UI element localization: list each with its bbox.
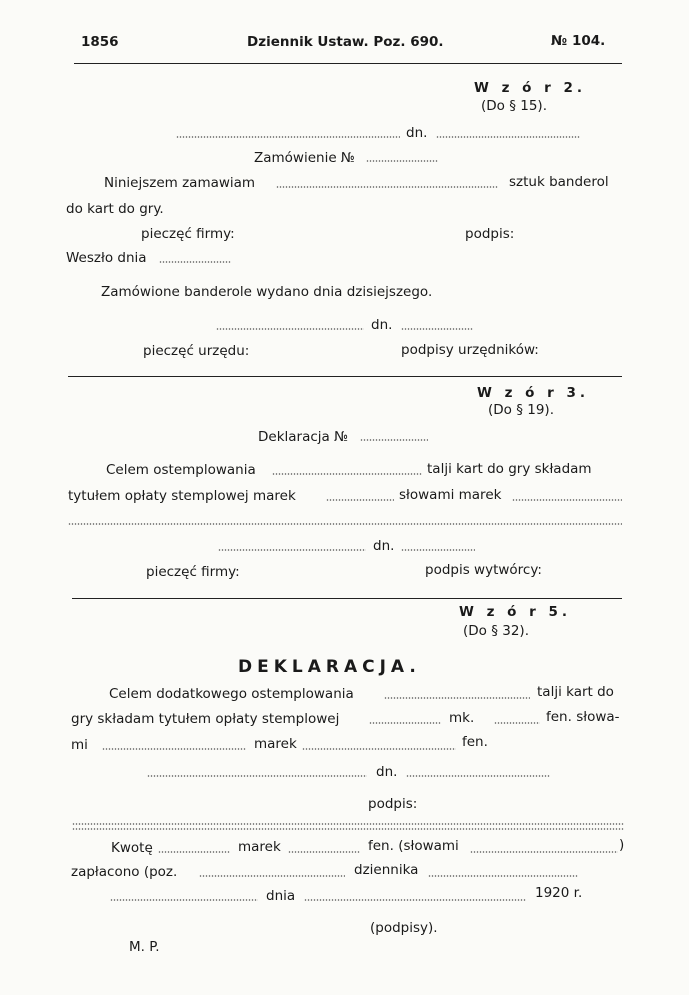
form3-podpis-wytworcy: podpis wytwórcy:	[425, 562, 542, 578]
form3-pieczec-firmy: pieczęć firmy:	[146, 564, 240, 580]
form5-kwote: Kwotę	[111, 840, 153, 856]
form2-zamowienie: Zamówienie №	[254, 150, 355, 166]
form2-place2-blank	[216, 328, 364, 330]
form3-tytulem: tytułem opłaty stemplowej marek	[68, 488, 296, 504]
form3-place-blank	[218, 549, 366, 551]
form3-decl-no-blank	[360, 439, 428, 441]
form5-podpisy: (podpisy).	[370, 920, 438, 936]
form5-fen-words-blank	[302, 748, 456, 750]
form5-poz-blank	[199, 875, 345, 877]
journal-title: Dziennik Ustaw. Poz. 690.	[247, 34, 444, 50]
form5-wzor: W z ó r 5.	[459, 604, 572, 620]
form5-dziennika: dziennika	[354, 862, 419, 878]
form5-mk-blank	[369, 722, 441, 724]
form2-pieczec-urzedu: pieczęć urzędu:	[143, 343, 250, 359]
issue-number: № 104.	[551, 33, 606, 49]
form5-gry-skladam: gry składam tytułem opłaty stemplowej	[71, 711, 340, 727]
form3-deklaracja: Deklaracja №	[258, 429, 349, 445]
form5-marek2: marek	[238, 839, 281, 855]
form5-dnia-blank	[304, 899, 526, 901]
form5-fen-slowa: fen. słowa-	[546, 709, 620, 725]
form3-date-blank	[401, 549, 475, 551]
form2-sztuk: sztuk banderol	[509, 174, 609, 190]
form2-podpis: podpis:	[465, 226, 515, 242]
form2-quantity-blank	[276, 186, 498, 188]
form2-place-blank	[176, 136, 400, 138]
form5-marek-words-blank	[102, 748, 246, 750]
form5-separator-2	[72, 828, 624, 830]
form5-date-blank	[406, 775, 550, 777]
form5-kwota-words-blank	[470, 851, 618, 853]
form2-order-no-blank	[366, 160, 438, 162]
header-rule	[74, 63, 622, 64]
form2-date-blank	[436, 136, 580, 138]
form2-wzor: W z ó r 2.	[474, 80, 587, 96]
form3-words-line2	[68, 523, 622, 525]
form5-close-paren: )	[619, 837, 625, 853]
form3-wzor: W z ó r 3.	[477, 385, 590, 401]
form3-ref: (Do § 19).	[488, 402, 554, 418]
page-number: 1856	[81, 34, 119, 50]
form5-ref: (Do § 32).	[463, 623, 529, 639]
form3-words-blank	[512, 499, 622, 501]
form2-weszlo-blank	[159, 261, 231, 263]
form3-talji: talji kart do gry składam	[427, 461, 592, 477]
form2-niniejszem: Niniejszem zamawiam	[104, 175, 256, 191]
form5-kwota-marek-blank	[158, 851, 230, 853]
form5-zaplacono: zapłacono (poz.	[71, 864, 178, 880]
form5-fen: fen.	[462, 734, 488, 750]
form3-dn: dn.	[373, 538, 395, 554]
form5-dziennika-blank	[428, 875, 578, 877]
form5-fen-blank	[494, 722, 540, 724]
form2-dn2: dn.	[371, 317, 393, 333]
form2-dn: dn.	[406, 125, 428, 141]
form5-mi: mi	[71, 737, 88, 753]
form5-fen-slowami: fen. (słowami	[368, 838, 459, 854]
form5-mk: mk.	[449, 710, 475, 726]
form5-dnia: dnia	[266, 888, 296, 904]
form5-year: 1920 r.	[535, 885, 583, 901]
form3-rule	[72, 598, 622, 599]
form2-zamowione: Zamówione banderole wydano dnia dzisiejszego.	[101, 284, 433, 300]
form2-weszlo: Weszło dnia	[66, 250, 147, 266]
form5-mp: M. P.	[129, 939, 160, 955]
form5-place-blank	[147, 775, 367, 777]
form3-marks-blank	[326, 499, 394, 501]
form5-marek: marek	[254, 736, 297, 752]
form5-separator-1	[72, 823, 624, 825]
form5-dn: dn.	[376, 764, 398, 780]
form2-ref: (Do § 15).	[481, 98, 547, 114]
form5-title: DEKLARACJA.	[238, 657, 421, 677]
form3-celem: Celem ostemplowania	[106, 462, 256, 478]
form2-podpisy-urzednikow: podpisy urzędników:	[401, 342, 539, 358]
form5-place2-blank	[110, 899, 258, 901]
form2-date2-blank	[401, 328, 473, 330]
form5-kwota-fen-blank	[288, 851, 360, 853]
form2-rule	[68, 376, 622, 377]
form5-celem: Celem dodatkowego ostemplowania	[109, 686, 354, 702]
form2-do-kart: do kart do gry.	[66, 201, 164, 217]
form3-slowami: słowami marek	[399, 487, 502, 503]
form5-quantity-blank	[384, 697, 530, 699]
form3-quantity-blank	[272, 473, 422, 475]
form5-talji: talji kart do	[537, 684, 614, 700]
form2-pieczec-firmy: pieczęć firmy:	[141, 226, 235, 242]
form5-podpis: podpis:	[368, 796, 418, 812]
